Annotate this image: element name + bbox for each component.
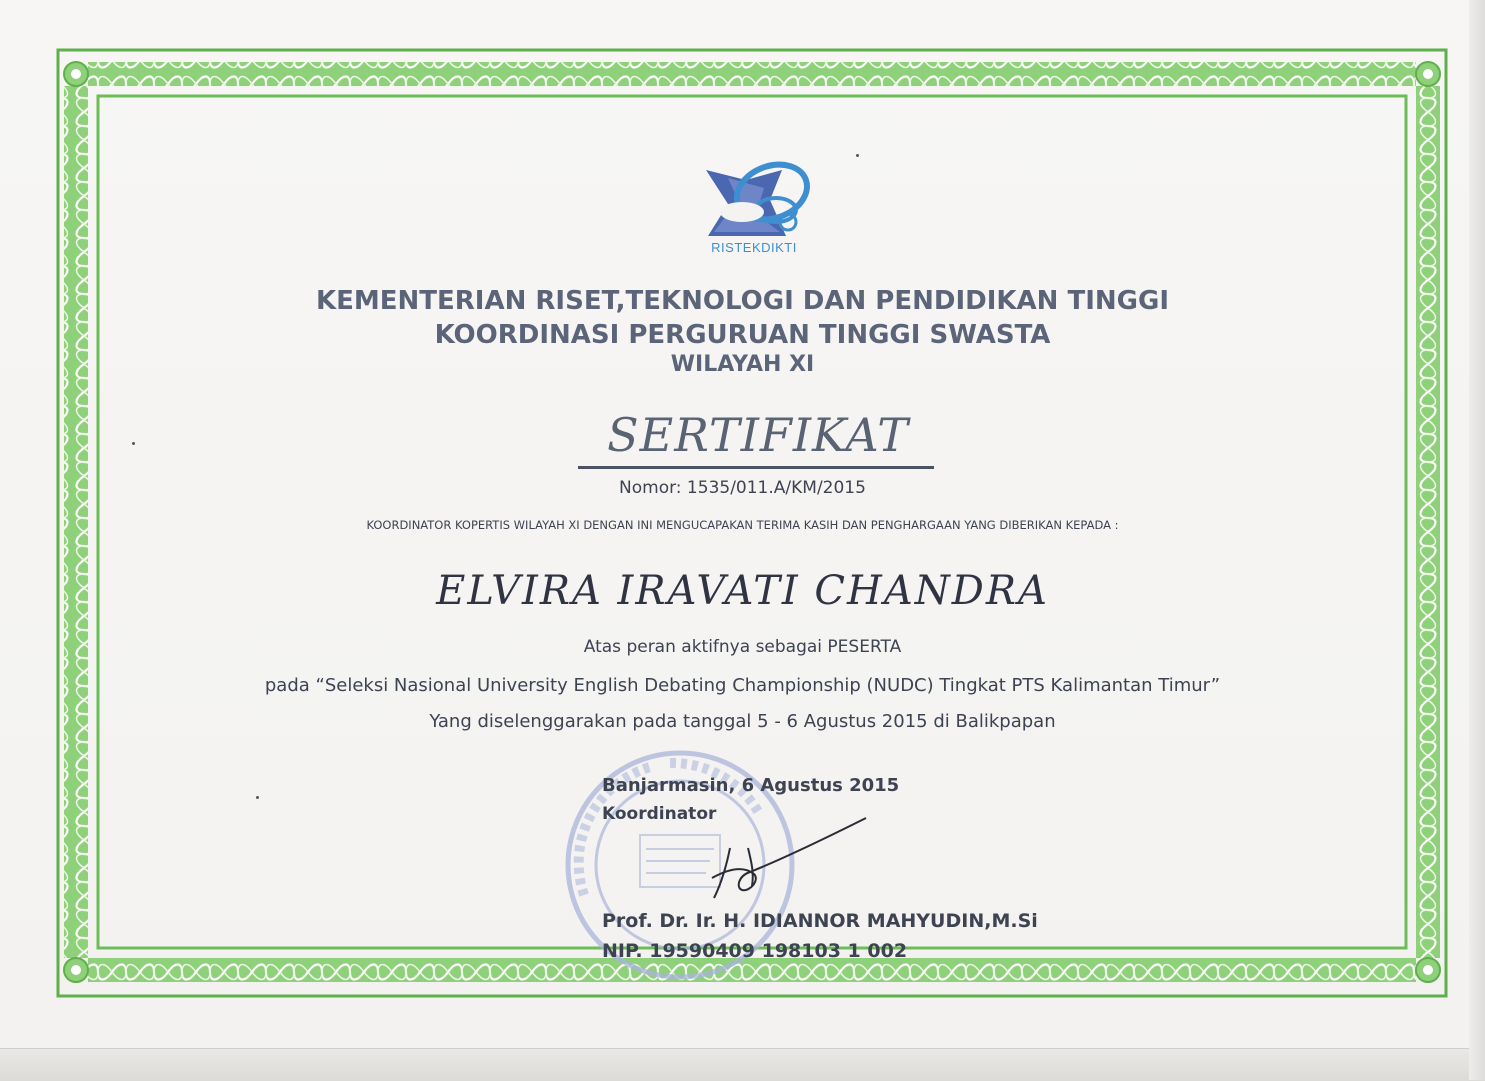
handwritten-signature-icon bbox=[690, 808, 890, 908]
signature-position: Koordinator bbox=[602, 804, 717, 824]
paper-speck bbox=[132, 442, 135, 445]
header-region: WILAYAH XI bbox=[670, 352, 815, 377]
date-line: Yang diselenggarakan pada tanggal 5 - 6 Agustus 2015 di Balikpapan bbox=[429, 711, 1056, 732]
signature-place-date: Banjarmasin, 6 Agustus 2015 bbox=[602, 775, 900, 796]
title-underline bbox=[578, 466, 934, 469]
paper-speck bbox=[256, 796, 259, 799]
recipient-name: ELVIRA IRAVATI CHANDRA bbox=[436, 568, 1049, 614]
certificate-title: SERTIFIKAT bbox=[607, 408, 909, 462]
paper-speck bbox=[856, 154, 859, 157]
header-ministry: KEMENTERIAN RISET,TEKNOLOGI DAN PENDIDIKAN TINGGI bbox=[315, 286, 1170, 316]
certificate-intro: KOORDINATOR KOPERTIS WILAYAH XI DENGAN INI MENGUCAPAKAN TERIMA KASIH DAN PENGHARGAAN YANG DIBERIKAN KEPADA : bbox=[366, 518, 1119, 532]
signer-nip: NIP. 19590409 198103 1 002 bbox=[602, 940, 908, 962]
certificate-number: Nomor: 1535/011.A/KM/2015 bbox=[619, 478, 866, 498]
logo-text: RISTEKDIKTI bbox=[711, 240, 797, 255]
header-coordination: KOORDINASI PERGURUAN TINGGI SWASTA bbox=[434, 320, 1051, 350]
signer-name: Prof. Dr. Ir. H. IDIANNOR MAHYUDIN,M.Si bbox=[602, 910, 1038, 932]
event-line: pada “Seleksi Nasional University English Debating Championship (NUDC) Tingkat PTS Kalimantan Timur” bbox=[264, 675, 1221, 696]
role-line: Atas peran aktifnya sebagai PESERTA bbox=[583, 637, 902, 657]
